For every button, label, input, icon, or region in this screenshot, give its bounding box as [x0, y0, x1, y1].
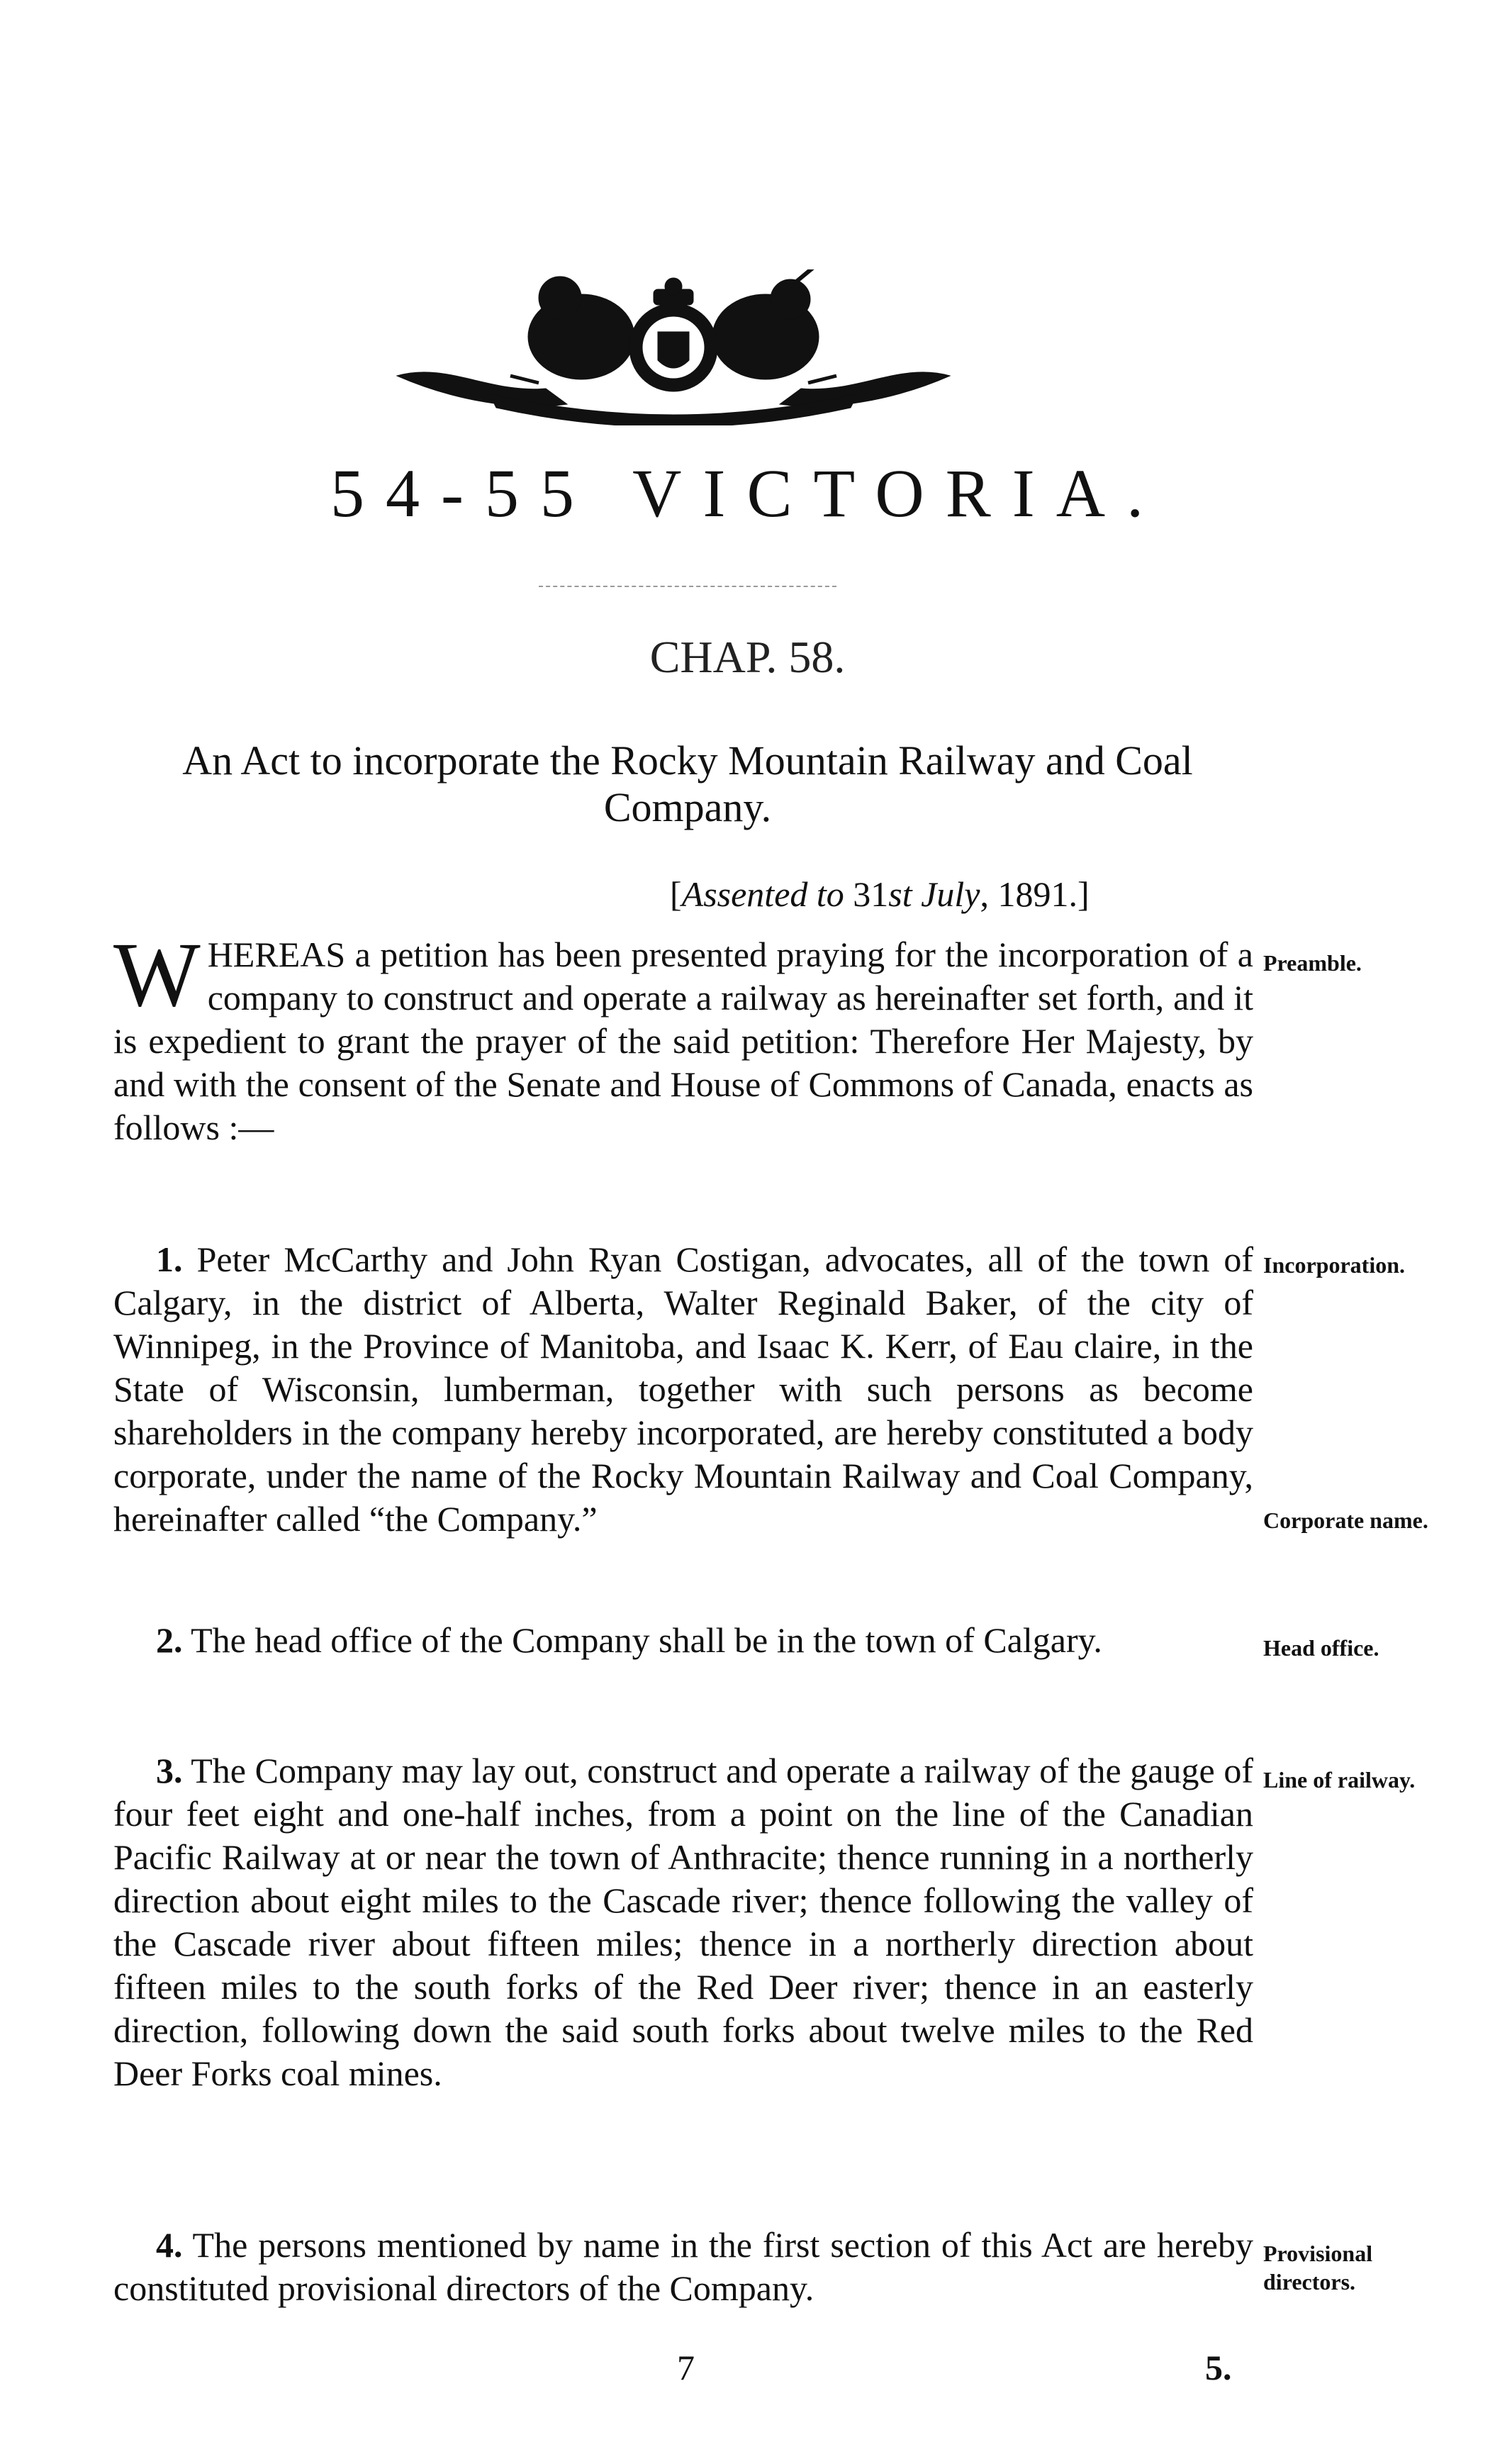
margin-note-incorporation: Incorporation. — [1263, 1252, 1405, 1278]
margin-note-preamble: Preamble. — [1263, 950, 1362, 976]
margin-note-line-of-railway: Line of railway. — [1263, 1767, 1416, 1793]
section-number: 4. — [156, 2225, 183, 2265]
royal-coat-of-arms-emblem — [383, 269, 964, 425]
preamble-paragraph — [113, 924, 1253, 1149]
section-1 — [113, 1238, 1253, 1541]
assent-label: Assented to — [681, 874, 844, 914]
section-text: The Company may lay out, construct and operate a railway of the gauge of four feet eight and one-half inches, from a point on the line of the Canadian Pacific Railway at or near the town of Anthracite; thence running in a northerly direction about eight miles to the Cascade river; thence following the valley of the Cascade river about fifteen miles; thence in a northerly direction about fifteen miles to the south forks of the Red Deer river; thence in an easterly direction, following down the said south forks about twelve miles to the Red Deer Forks coal mines. — [113, 1751, 1253, 2093]
assent-day: 31 — [853, 874, 889, 914]
section-text: Peter McCarthy and John Ryan Costigan, advocates, all of the town of Calgary, in the district of Alberta, Walter Reginald Baker, of the city of Winnipeg, in the Province of Manitoba, and Isaac K. Kerr, of Eau claire, in the State of Wisconsin, lumberman, together with such persons as become shareholders in the company hereby incorporated, are hereby constituted a body corporate, under the name of the Rocky Mountain Railway and Coal Company, hereinafter called “the Company.” — [113, 1239, 1254, 1539]
section-number: 3. — [156, 1751, 183, 1790]
chapter-heading: CHAP. 58. — [649, 632, 846, 682]
catchword: 5. — [1205, 2348, 1232, 2387]
margin-note-corporate-name: Corporate name. — [1263, 1507, 1428, 1533]
assent-month: st July — [888, 874, 980, 914]
section-number: 2. — [156, 1620, 183, 1660]
divider-rule — [539, 586, 836, 587]
margin-note-provisional-directors: Provisional directors. — [1263, 2241, 1373, 2295]
section-number: 1. — [156, 1239, 183, 1279]
section-text: The persons mentioned by name in the first section of this Act are hereby constituted provisional directors of the Company. — [113, 2225, 1253, 2308]
section-2 — [113, 1619, 1253, 1662]
assent-year: , 1891. — [980, 874, 1077, 914]
drop-cap: W — [113, 924, 201, 1026]
assent-line: [Assented to 31st July, 1891.] — [670, 874, 1090, 914]
page-number: 7 — [677, 2348, 695, 2387]
section-text: The head office of the Company shall be in the town of Calgary. — [191, 1620, 1102, 1660]
section-3 — [113, 1749, 1253, 2095]
section-4 — [113, 2224, 1253, 2310]
regnal-year-heading: 54-55 VICTORIA. — [330, 455, 1165, 531]
margin-note-head-office: Head office. — [1263, 1635, 1379, 1661]
act-title: An Act to incorporate the Rocky Mountain Railway and Coal Company. — [182, 737, 1193, 830]
preamble-text: HEREAS a petition has been presented praying for the incorporation of a company to construct and operate a railway as hereinafter set forth, and it is expedient to grant the prayer of the said petition: Therefore Her Majesty, by and with the consent of the Senate and House of Commons of Canada, enacts as follows :— — [113, 935, 1253, 1147]
